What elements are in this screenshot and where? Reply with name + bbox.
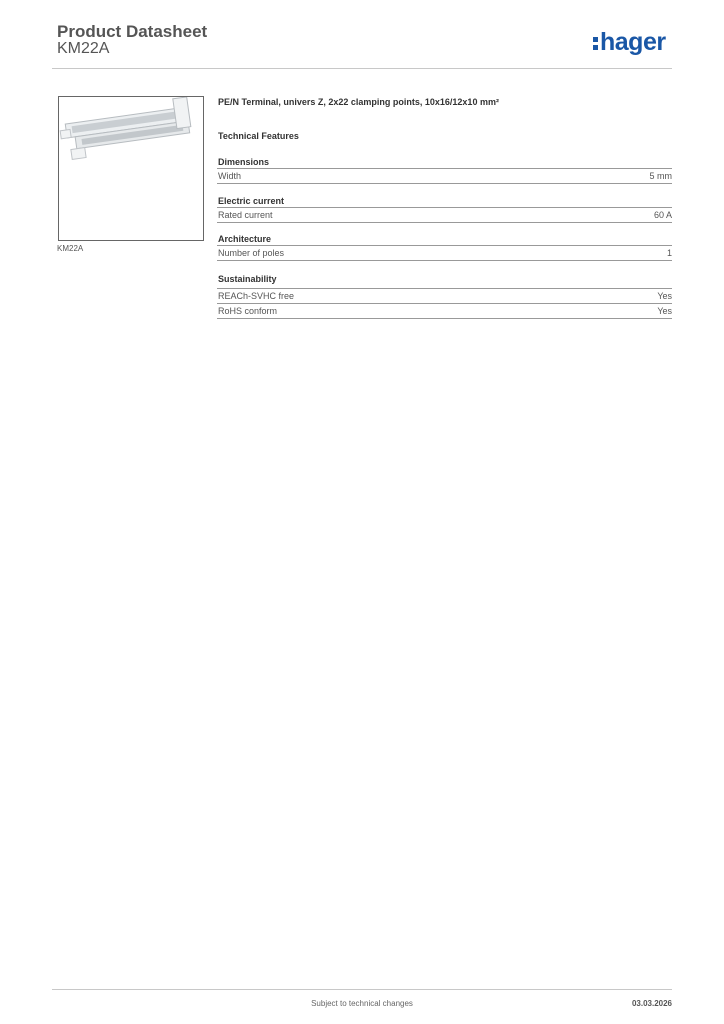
- product-image-caption: KM22A: [57, 244, 84, 253]
- spec-value: 1: [666, 248, 672, 258]
- spec-divider: [217, 260, 672, 261]
- footer-note: Subject to technical changes: [311, 999, 413, 1008]
- technical-features-heading: Technical Features: [218, 131, 299, 141]
- footer-divider: [52, 989, 672, 990]
- page-title: Product Datasheet: [57, 22, 208, 41]
- footer-date: 03.03.2026: [631, 999, 672, 1008]
- hager-logo: [593, 28, 666, 56]
- spec-row: [217, 303, 672, 319]
- spec-row: [217, 207, 672, 223]
- product-code: KM22A: [57, 40, 110, 57]
- spec-divider: [217, 183, 672, 184]
- spec-row: [217, 288, 672, 304]
- spec-value: 60 A: [653, 210, 672, 220]
- spec-value: Yes: [657, 291, 672, 301]
- spec-label: RoHS conform: [218, 306, 278, 316]
- spec-divider: [217, 222, 672, 223]
- spec-label: REACh-SVHC free: [218, 291, 295, 301]
- logo-text: hager: [600, 28, 666, 56]
- product-image: [58, 96, 204, 241]
- section-title-dimensions: Dimensions: [218, 157, 270, 167]
- header-divider: [52, 68, 672, 69]
- spec-label: Width: [218, 171, 242, 181]
- spec-value: 5 mm: [649, 171, 672, 181]
- section-title-architecture: Architecture: [218, 234, 272, 244]
- spec-label: Rated current: [218, 210, 273, 220]
- spec-value: Yes: [657, 306, 672, 316]
- spec-row: [217, 245, 672, 261]
- section-title-electric-current: Electric current: [218, 196, 285, 206]
- terminal-block-icon: [59, 97, 203, 240]
- spec-row: [217, 168, 672, 184]
- logo-dots-icon: [593, 35, 598, 51]
- section-title-sustainability: Sustainability: [218, 274, 277, 284]
- spec-label: Number of poles: [218, 248, 285, 258]
- spec-divider: [217, 318, 672, 319]
- product-description: PE/N Terminal, univers Z, 2x22 clamping points, 10x16/12x10 mm²: [218, 97, 499, 107]
